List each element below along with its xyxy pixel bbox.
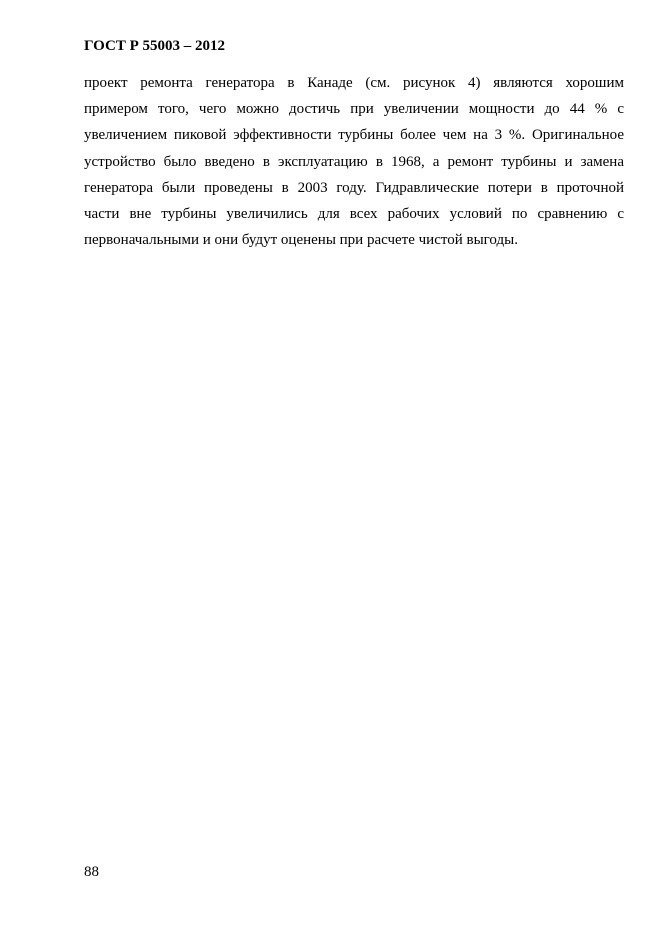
paragraph-line: генератора были проведены в 2003 году. Гидравлические потери в проточной xyxy=(84,179,624,196)
body-paragraph xyxy=(84,70,624,253)
paragraph-line: части вне турбины увеличились для всех рабочих условий по сравнению с xyxy=(84,205,624,222)
paragraph-line: первоначальными и они будут оценены при расчете чистой выгоды. xyxy=(84,232,518,249)
paragraph-line: проект ремонта генератора в Канаде (см. рисунок 4) являются хорошим xyxy=(84,75,624,91)
document-header-title: ГОСТ Р 55003 – 2012 xyxy=(84,38,226,54)
paragraph-line: устройство было введено в эксплуатацию в 1968, а ремонт турбины и замена xyxy=(84,153,624,170)
paragraph-line: примером того, чего можно достичь при увеличении мощности до 44 % с xyxy=(84,101,624,118)
paragraph-line: увеличением пиковой эффективности турбины более чем на 3 %. Оригинальное xyxy=(84,127,624,144)
page-number: 88 xyxy=(84,864,99,880)
